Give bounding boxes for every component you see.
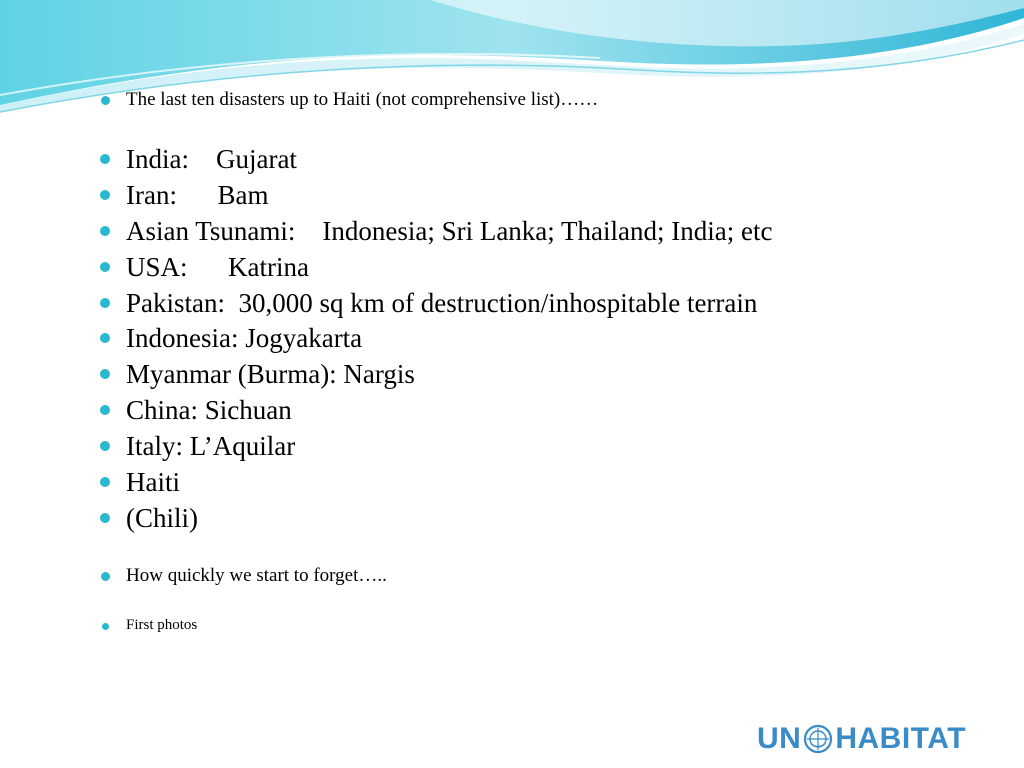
bullet-dot [100,441,110,451]
bullet-dot [100,333,110,343]
disaster-item: China: Sichuan [126,395,292,425]
disaster-item: USA: Katrina [126,252,309,282]
logo-un-text: UN [757,722,802,755]
bullet-dot [100,190,110,200]
disaster-item: India: Gujarat [126,144,297,174]
disaster-item: Pakistan: 30,000 sq km of destruction/inhospitable terrain [126,288,758,318]
un-emblem-icon [803,724,833,754]
intro-text: The last ten disasters up to Haiti (not comprehensive list)…… [126,89,599,110]
disaster-item: (Chili) [126,503,198,533]
disaster-item: Iran: Bam [126,180,269,210]
bullet-dot [100,513,110,523]
bullet-dot [100,405,110,415]
bullet-dot [100,369,110,379]
footnote-text: First photos [126,617,198,633]
bullet-dot [100,262,110,272]
bullet-dot [100,226,110,236]
bullet-dot [100,298,110,308]
disaster-item: Indonesia: Jogyakarta [126,323,363,353]
disaster-item: Myanmar (Burma): Nargis [126,359,415,389]
bullet-dot [101,96,110,105]
bullet-dot [100,154,110,164]
closing-text: How quickly we start to forget….. [126,565,387,586]
disaster-item: Haiti [126,467,180,497]
un-habitat-logo [757,722,966,756]
bullet-dot [100,477,110,487]
disaster-item: Italy: L’Aquilar [126,431,296,461]
bullet-dot [102,623,109,630]
logo-habitat-text: HABITAT [835,722,967,755]
bullet-dot [101,572,110,581]
disaster-item: Asian Tsunami: Indonesia; Sri Lanka; Thailand; India; etc [126,216,773,246]
